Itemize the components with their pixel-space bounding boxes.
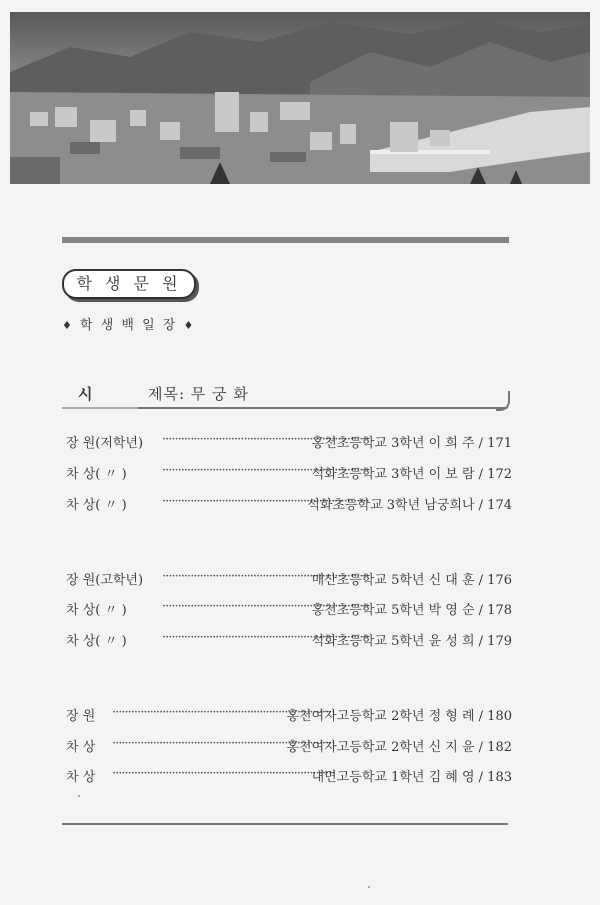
table-row [66,494,512,514]
award-label: 차 상 [66,770,96,785]
top-divider [62,237,509,243]
diamond-icon: ♦ [62,319,74,332]
leader-dots: ·································································· [162,630,369,645]
leader-dots: ······································································· [112,766,335,781]
award-label: 장 원(저학년) [66,436,144,451]
award-label: 차 상( 〃 ) [66,603,127,618]
entry-info: 홍천초등학교 3학년 이 희 주 / 171 [311,436,512,451]
award-label: 차 상( 〃 ) [66,498,127,513]
entry-info: 석화초등학교 3학년 이 보 람 / 172 [311,467,512,482]
diamond-icon: ♦ [183,319,196,332]
award-label: 차 상( 〃 ) [66,467,127,482]
award-label: 장 원 [66,709,96,724]
table-row [66,705,512,725]
leader-dots: ·································································· [162,599,369,614]
bottom-divider [62,823,508,825]
category-title: 제목: 무 궁 화 [148,385,249,403]
table-row [66,599,512,619]
table-row [66,569,512,589]
award-label: 장 원(고학년) [66,573,144,588]
entry-info: 홍천초등학교 5학년 박 영 순 / 178 [311,603,512,618]
category-header [62,383,508,409]
entry-info: 홍천여자고등학교 2학년 신 지 윤 / 182 [286,740,512,755]
table-row [66,736,512,756]
town-panorama-image [10,12,590,184]
leader-dots: ······································································· [112,705,335,720]
leader-dots: ·································································· [162,569,369,584]
leader-dots: ·································································· [162,463,369,478]
leader-dots: ·································································· [162,494,369,509]
table-row [66,463,512,483]
entry-info: 홍천여자고등학교 2학년 정 형 례 / 180 [286,709,512,724]
header-photo [10,12,590,184]
leader-dots: ·································································· [162,432,369,447]
award-label: 차 상 [66,740,96,755]
entry-info: 석화초등학교 5학년 윤 성 희 / 179 [311,634,512,649]
section-title: 학 생 문 원 [62,269,196,299]
category-underline-left [62,407,138,409]
category-label: 시 [78,385,93,403]
paper-speck [78,795,80,797]
entry-info: 매산초등학교 5학년 신 대 훈 / 176 [311,573,512,588]
table-row [66,630,512,650]
subheading [62,314,195,333]
category-corner [496,391,510,411]
entry-info: 석화초등학교 3학년 남궁희나 / 174 [307,498,512,513]
category-underline [138,407,508,409]
table-row [66,432,512,452]
entry-info: 내면고등학교 1학년 김 혜 영 / 183 [311,770,512,785]
table-row [66,766,512,786]
leader-dots: ······································································· [112,736,335,751]
award-label: 차 상( 〃 ) [66,634,127,649]
paper-speck [368,886,370,888]
subheading-text: 학 생 백 일 장 [80,318,178,333]
